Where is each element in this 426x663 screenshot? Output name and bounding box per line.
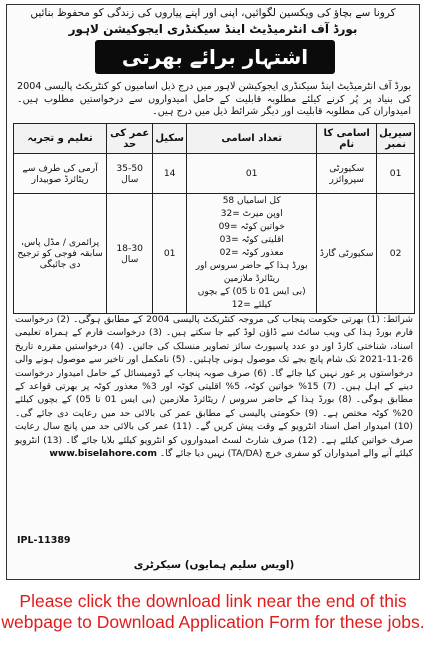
download-instruction: Please click the download link near the end of this webpage to Download Application Form for these jobs. (1, 591, 425, 632)
row-post: سکیورٹی گارڈ (317, 194, 377, 314)
row-count (187, 194, 317, 314)
ipl-number: IPL-11389 (17, 535, 71, 546)
terms-paragraph (15, 313, 413, 460)
table-row (14, 194, 415, 314)
header-count: تعداد اسامی (187, 124, 317, 154)
job-advertisement (6, 4, 420, 580)
signature-block: (اویس سلیم ہمایوں) سیکرٹری (133, 559, 295, 571)
quota-list (189, 195, 314, 312)
row-education: آرمی کی طرف سے ریٹائرڈ صوبیدار (14, 154, 107, 194)
organization-name: بورڈ آف انٹرمیڈیٹ اینڈ سیکنڈری ایجوکیشن لاہور (68, 22, 358, 36)
row-count: 01 (187, 154, 317, 194)
header-scale: سکیل (153, 124, 187, 154)
header-serial: سیریل نمبر (377, 124, 415, 154)
row-serial: 02 (377, 194, 415, 314)
quota-total: کل اسامیاں 58 (222, 196, 281, 206)
intro-paragraph: بورڈ آف انٹرمیڈیٹ اینڈ سیکنڈری ایجوکیشن لاہور میں درج ذیل اسامیوں کو کنٹریکٹ پالیسی 2004 کی بنیاد پر پُر کرنے کیلئے مطلوبہ قابلیت کے حامل امیدواروں سے درخواستیں مطلوب ہیں۔ امیدواران کی مطلوبہ قابلیت اور دیگر شرائط ذیل میں درج ہیں۔ (17, 81, 411, 117)
quota-item: معذور کوٹہ =02 (219, 248, 284, 258)
row-age: 18-30 سال (107, 194, 153, 314)
header-education: تعلیم و تجربہ (14, 124, 107, 154)
row-post: سکیورٹی سپروائزر (317, 154, 377, 194)
quota-item: بورڈ ہذا کے حاضر سروس اور ریٹائرڈ ملازمین (195, 261, 308, 284)
website-link[interactable]: www.biselahore.com (49, 448, 157, 460)
header-age: عمر کی حد (107, 124, 153, 154)
headline-banner: اشتہار برائے بھرتی (95, 40, 335, 74)
quota-item: اوپن میرٹ =32 (220, 209, 283, 219)
row-education: پرائمری / مڈل پاس، سابقہ فوجی کو ترجیح دی جائیگی (14, 194, 107, 314)
vaccination-slogan: کرونا سے بچاؤ کی ویکسین لگوائیں، اپنی اور اپنے پیاروں کی زندگی کو محفوظ بنائیں (30, 7, 396, 19)
row-serial: 01 (377, 154, 415, 194)
quota-item: خواتین کوٹہ =09 (218, 222, 285, 232)
row-age: 35-50 سال (107, 154, 153, 194)
jobs-table (13, 123, 415, 314)
terms-text: شرائط: (1) بھرتی حکومت پنجاب کی مروجہ کنٹریکٹ پالیسی 2004 کے مطابق ہوگی۔ (2) درخواست فارم بورڈ ہذا کی ویب سائٹ سے ڈاؤن لوڈ کیے جا سکتے ہیں۔ (3) درخواست فارم کے ہمراہ تعلیمی اسناد، شناختی کارڈ اور دو عدد پاسپورٹ سائز تصاویر منسلک کی جائیں۔ (4) درخواستیں مقررہ تاریخ 26-11-2021 تک شام پانچ بجے تک موصول ہونی چاہئیں۔ (5) نامکمل اور تاخیر سے موصول ہونے والی درخواستوں پر غور نہیں کیا جائے گا۔ (6) صرف صوبہ پنجاب کے ڈومیسائل کے حامل امیدوار درخواست دینے کے اہل ہیں۔ (7) 15% خواتین کوٹہ، 5% اقلیتی کوٹہ اور 3% معذور کوٹہ پر بھرتی قواعد کے مطابق ہوگی۔ (8) بورڈ ہذا کے حاضر سروس / ریٹائرڈ ملازمین (بی ایس 01 تا 05) کے بچوں کیلئے 20% کوٹہ مختص ہے۔ (9) حکومتی پالیسی کے مطابق عمر کی بالائی حد میں رعایت دی جائے گی۔ (10) امیدوار اصل اسناد انٹرویو کے وقت پیش کریں گے۔ (11) عمر کی بالائی حد میں پانچ سال رعایت صرف خواتین کیلئے ہے۔ (12) صرف شارٹ لسٹ امیدواروں کو انٹرویو کیلئے بلایا جائے گا۔ (13) انٹرویو کیلئے آنے والے امیدواران کو سفری خرچ (TA/DA) نہیں دیا جائے گا۔ (15, 314, 414, 460)
header-post: اسامی کا نام (317, 124, 377, 154)
row-scale: 14 (153, 154, 187, 194)
table-row (14, 154, 415, 194)
quota-item: اقلیتی کوٹہ =03 (219, 235, 284, 245)
table-header-row (14, 124, 415, 154)
row-scale: 01 (153, 194, 187, 314)
quota-item: (بی ایس 01 تا 05) کے بچوں کیلئے =12 (197, 287, 306, 310)
